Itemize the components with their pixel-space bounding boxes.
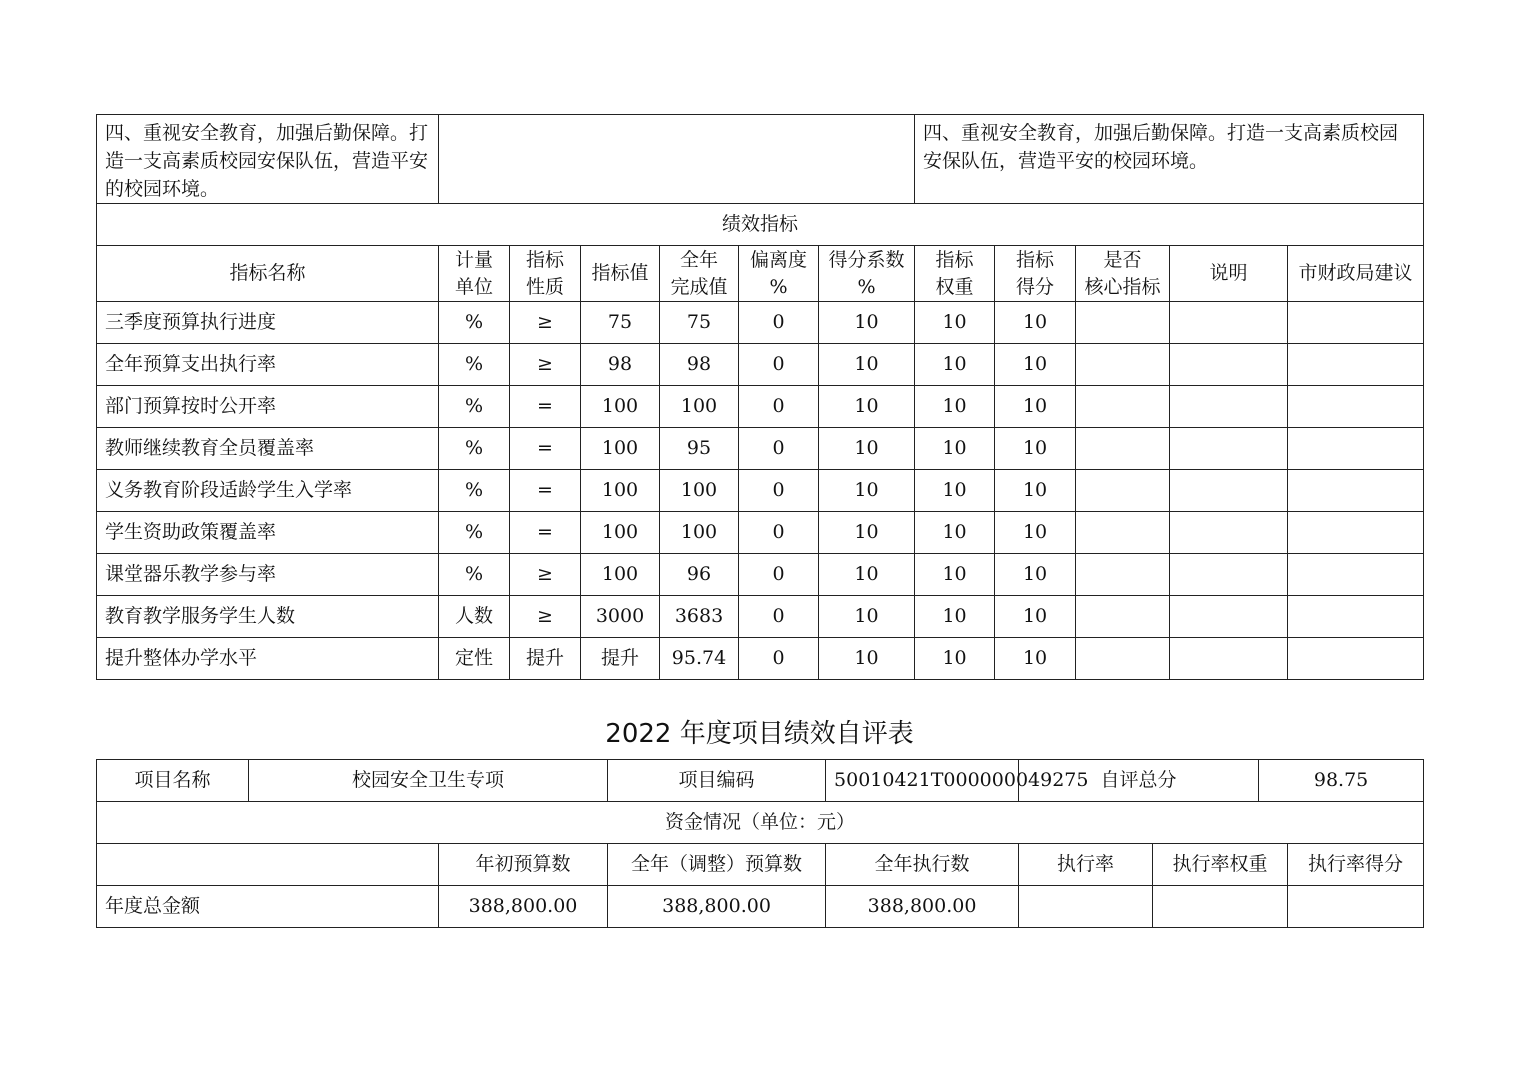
indicator-deviation-cell: 0	[739, 344, 819, 386]
indicator-target-cell: 3000	[581, 596, 660, 638]
indicator-target-cell: 75	[581, 302, 660, 344]
indicator-actual-cell: 98	[660, 344, 739, 386]
indicator-weight-cell: 10	[915, 428, 995, 470]
indicator-row	[97, 512, 1424, 554]
indicator-core-cell	[1076, 638, 1170, 680]
indicator-score-cell: 10	[995, 386, 1076, 428]
indicator-score-cell: 10	[995, 428, 1076, 470]
indicator-weight-cell: 10	[915, 302, 995, 344]
indicator-unit-cell: %	[439, 428, 510, 470]
indicator-name-cell: 教育教学服务学生人数	[97, 596, 439, 638]
funds-header-rate-score: 执行率得分	[1288, 844, 1424, 886]
goal-row	[97, 115, 1424, 204]
performance-indicator-table	[96, 114, 1424, 680]
project-code-label: 项目编码	[608, 760, 826, 802]
indicator-deviation-cell: 0	[739, 596, 819, 638]
indicator-advice-cell	[1288, 302, 1424, 344]
funds-total-initial: 388,800.00	[439, 886, 608, 928]
indicator-row	[97, 386, 1424, 428]
project-name-label: 项目名称	[97, 760, 249, 802]
funds-header-row	[97, 844, 1424, 886]
indicator-actual-cell: 75	[660, 302, 739, 344]
indicator-unit-cell: %	[439, 512, 510, 554]
header-target: 指标值	[581, 246, 660, 302]
indicator-advice-cell	[1288, 470, 1424, 512]
indicator-note-cell	[1170, 512, 1288, 554]
header-deviation: 偏离度 %	[739, 246, 819, 302]
indicator-note-cell	[1170, 428, 1288, 470]
indicator-actual-cell: 100	[660, 386, 739, 428]
indicator-core-cell	[1076, 596, 1170, 638]
indicator-deviation-cell: 0	[739, 638, 819, 680]
goal-left-cell: 四、重视安全教育，加强后勤保障。打造一支高素质校园安保队伍，营造平安的校园环境。	[97, 115, 439, 204]
indicator-score-cell: 10	[995, 638, 1076, 680]
indicator-unit-cell: 定性	[439, 638, 510, 680]
funds-header-adjusted: 全年（调整）预算数	[608, 844, 826, 886]
goal-right-cell: 四、重视安全教育，加强后勤保障。打造一支高素质校园安保队伍，营造平安的校园环境。	[915, 115, 1424, 204]
funds-header-initial: 年初预算数	[439, 844, 608, 886]
funds-header-executed: 全年执行数	[826, 844, 1019, 886]
indicator-core-cell	[1076, 554, 1170, 596]
indicator-score-cell: 10	[995, 512, 1076, 554]
funds-total-rate	[1019, 886, 1153, 928]
funds-total-adjusted: 388,800.00	[608, 886, 826, 928]
indicator-note-cell	[1170, 386, 1288, 428]
project-info-row	[97, 760, 1424, 802]
indicator-nature-cell: ≥	[510, 596, 581, 638]
indicator-name-cell: 义务教育阶段适龄学生入学率	[97, 470, 439, 512]
indicator-deviation-cell: 0	[739, 470, 819, 512]
indicator-deviation-cell: 0	[739, 386, 819, 428]
header-row	[97, 246, 1424, 302]
indicator-weight-cell: 10	[915, 386, 995, 428]
indicator-unit-cell: 人数	[439, 596, 510, 638]
indicator-score-cell: 10	[995, 344, 1076, 386]
indicator-score-cell: 10	[995, 302, 1076, 344]
indicator-core-cell	[1076, 302, 1170, 344]
indicator-coef-cell: 10	[819, 302, 915, 344]
funds-total-rate-weight	[1153, 886, 1288, 928]
funds-header-blank	[97, 844, 439, 886]
project-name-value: 校园安全卫生专项	[249, 760, 608, 802]
funds-title: 资金情况（单位：元）	[97, 802, 1424, 844]
indicator-name-cell: 教师继续教育全员覆盖率	[97, 428, 439, 470]
indicator-note-cell	[1170, 554, 1288, 596]
indicator-core-cell	[1076, 512, 1170, 554]
indicator-row	[97, 302, 1424, 344]
indicator-target-cell: 100	[581, 386, 660, 428]
indicator-row	[97, 596, 1424, 638]
indicator-advice-cell	[1288, 596, 1424, 638]
indicator-score-cell: 10	[995, 596, 1076, 638]
funds-header-rate: 执行率	[1019, 844, 1153, 886]
indicator-coef-cell: 10	[819, 386, 915, 428]
indicator-name-cell: 全年预算支出执行率	[97, 344, 439, 386]
indicator-coef-cell: 10	[819, 344, 915, 386]
indicator-coef-cell: 10	[819, 470, 915, 512]
project-code-value: 50010421T000000049275	[826, 760, 1019, 802]
header-core: 是否 核心指标	[1076, 246, 1170, 302]
indicator-nature-cell: =	[510, 512, 581, 554]
indicator-coef-cell: 10	[819, 428, 915, 470]
indicator-note-cell	[1170, 638, 1288, 680]
self-evaluation-title: 2022 年度项目绩效自评表	[605, 719, 914, 749]
indicator-name-cell: 课堂器乐教学参与率	[97, 554, 439, 596]
indicator-nature-cell: ≥	[510, 302, 581, 344]
indicator-name-cell: 学生资助政策覆盖率	[97, 512, 439, 554]
indicator-core-cell	[1076, 428, 1170, 470]
total-score-value: 98.75	[1259, 760, 1424, 802]
indicator-coef-cell: 10	[819, 638, 915, 680]
indicator-target-cell: 100	[581, 554, 660, 596]
indicator-row	[97, 428, 1424, 470]
header-coef: 得分系数 %	[819, 246, 915, 302]
indicator-advice-cell	[1288, 554, 1424, 596]
indicator-actual-cell: 95.74	[660, 638, 739, 680]
indicator-row	[97, 638, 1424, 680]
header-score: 指标 得分	[995, 246, 1076, 302]
indicator-coef-cell: 10	[819, 596, 915, 638]
indicator-name-cell: 三季度预算执行进度	[97, 302, 439, 344]
indicator-nature-cell: ≥	[510, 344, 581, 386]
funds-header-rate-weight: 执行率权重	[1153, 844, 1288, 886]
indicator-unit-cell: %	[439, 386, 510, 428]
indicator-name-cell: 部门预算按时公开率	[97, 386, 439, 428]
section-title-row	[97, 204, 1424, 246]
indicator-target-cell: 98	[581, 344, 660, 386]
goal-middle-cell	[439, 115, 915, 204]
indicator-unit-cell: %	[439, 470, 510, 512]
indicator-actual-cell: 95	[660, 428, 739, 470]
header-weight: 指标 权重	[915, 246, 995, 302]
indicator-actual-cell: 96	[660, 554, 739, 596]
indicator-row	[97, 470, 1424, 512]
header-note: 说明	[1170, 246, 1288, 302]
indicator-target-cell: 100	[581, 512, 660, 554]
indicator-score-cell: 10	[995, 470, 1076, 512]
indicator-weight-cell: 10	[915, 596, 995, 638]
indicator-coef-cell: 10	[819, 554, 915, 596]
indicator-row	[97, 554, 1424, 596]
indicator-note-cell	[1170, 302, 1288, 344]
indicator-nature-cell: =	[510, 470, 581, 512]
indicator-advice-cell	[1288, 386, 1424, 428]
indicator-unit-cell: %	[439, 302, 510, 344]
indicator-weight-cell: 10	[915, 638, 995, 680]
indicator-deviation-cell: 0	[739, 428, 819, 470]
funds-title-row	[97, 802, 1424, 844]
indicator-core-cell	[1076, 470, 1170, 512]
indicator-target-cell: 100	[581, 470, 660, 512]
indicator-target-cell: 100	[581, 428, 660, 470]
indicator-weight-cell: 10	[915, 344, 995, 386]
header-name: 指标名称	[97, 246, 439, 302]
indicator-core-cell	[1076, 386, 1170, 428]
indicator-deviation-cell: 0	[739, 512, 819, 554]
indicator-actual-cell: 100	[660, 470, 739, 512]
indicator-advice-cell	[1288, 344, 1424, 386]
indicator-weight-cell: 10	[915, 512, 995, 554]
funds-total-rate-score	[1288, 886, 1424, 928]
indicator-advice-cell	[1288, 428, 1424, 470]
indicator-actual-cell: 3683	[660, 596, 739, 638]
header-unit: 计量 单位	[439, 246, 510, 302]
indicator-unit-cell: %	[439, 554, 510, 596]
section-title: 绩效指标	[97, 204, 1424, 246]
indicator-deviation-cell: 0	[739, 302, 819, 344]
indicator-row	[97, 344, 1424, 386]
indicator-actual-cell: 100	[660, 512, 739, 554]
project-self-evaluation-table	[96, 759, 1424, 928]
indicator-core-cell	[1076, 344, 1170, 386]
header-nature: 指标 性质	[510, 246, 581, 302]
indicator-note-cell	[1170, 344, 1288, 386]
funds-total-row	[97, 886, 1424, 928]
funds-total-executed: 388,800.00	[826, 886, 1019, 928]
indicator-coef-cell: 10	[819, 512, 915, 554]
indicator-note-cell	[1170, 470, 1288, 512]
indicator-nature-cell: =	[510, 386, 581, 428]
indicator-name-cell: 提升整体办学水平	[97, 638, 439, 680]
header-actual: 全年 完成值	[660, 246, 739, 302]
indicator-nature-cell: =	[510, 428, 581, 470]
indicator-weight-cell: 10	[915, 554, 995, 596]
indicator-unit-cell: %	[439, 344, 510, 386]
header-advice: 市财政局建议	[1288, 246, 1424, 302]
indicator-nature-cell: 提升	[510, 638, 581, 680]
indicator-target-cell: 提升	[581, 638, 660, 680]
indicator-note-cell	[1170, 596, 1288, 638]
indicator-nature-cell: ≥	[510, 554, 581, 596]
indicator-weight-cell: 10	[915, 470, 995, 512]
indicator-advice-cell	[1288, 512, 1424, 554]
total-score-label: 自评总分	[1019, 760, 1259, 802]
indicator-deviation-cell: 0	[739, 554, 819, 596]
indicator-score-cell: 10	[995, 554, 1076, 596]
funds-total-label: 年度总金额	[97, 886, 439, 928]
indicator-advice-cell	[1288, 638, 1424, 680]
